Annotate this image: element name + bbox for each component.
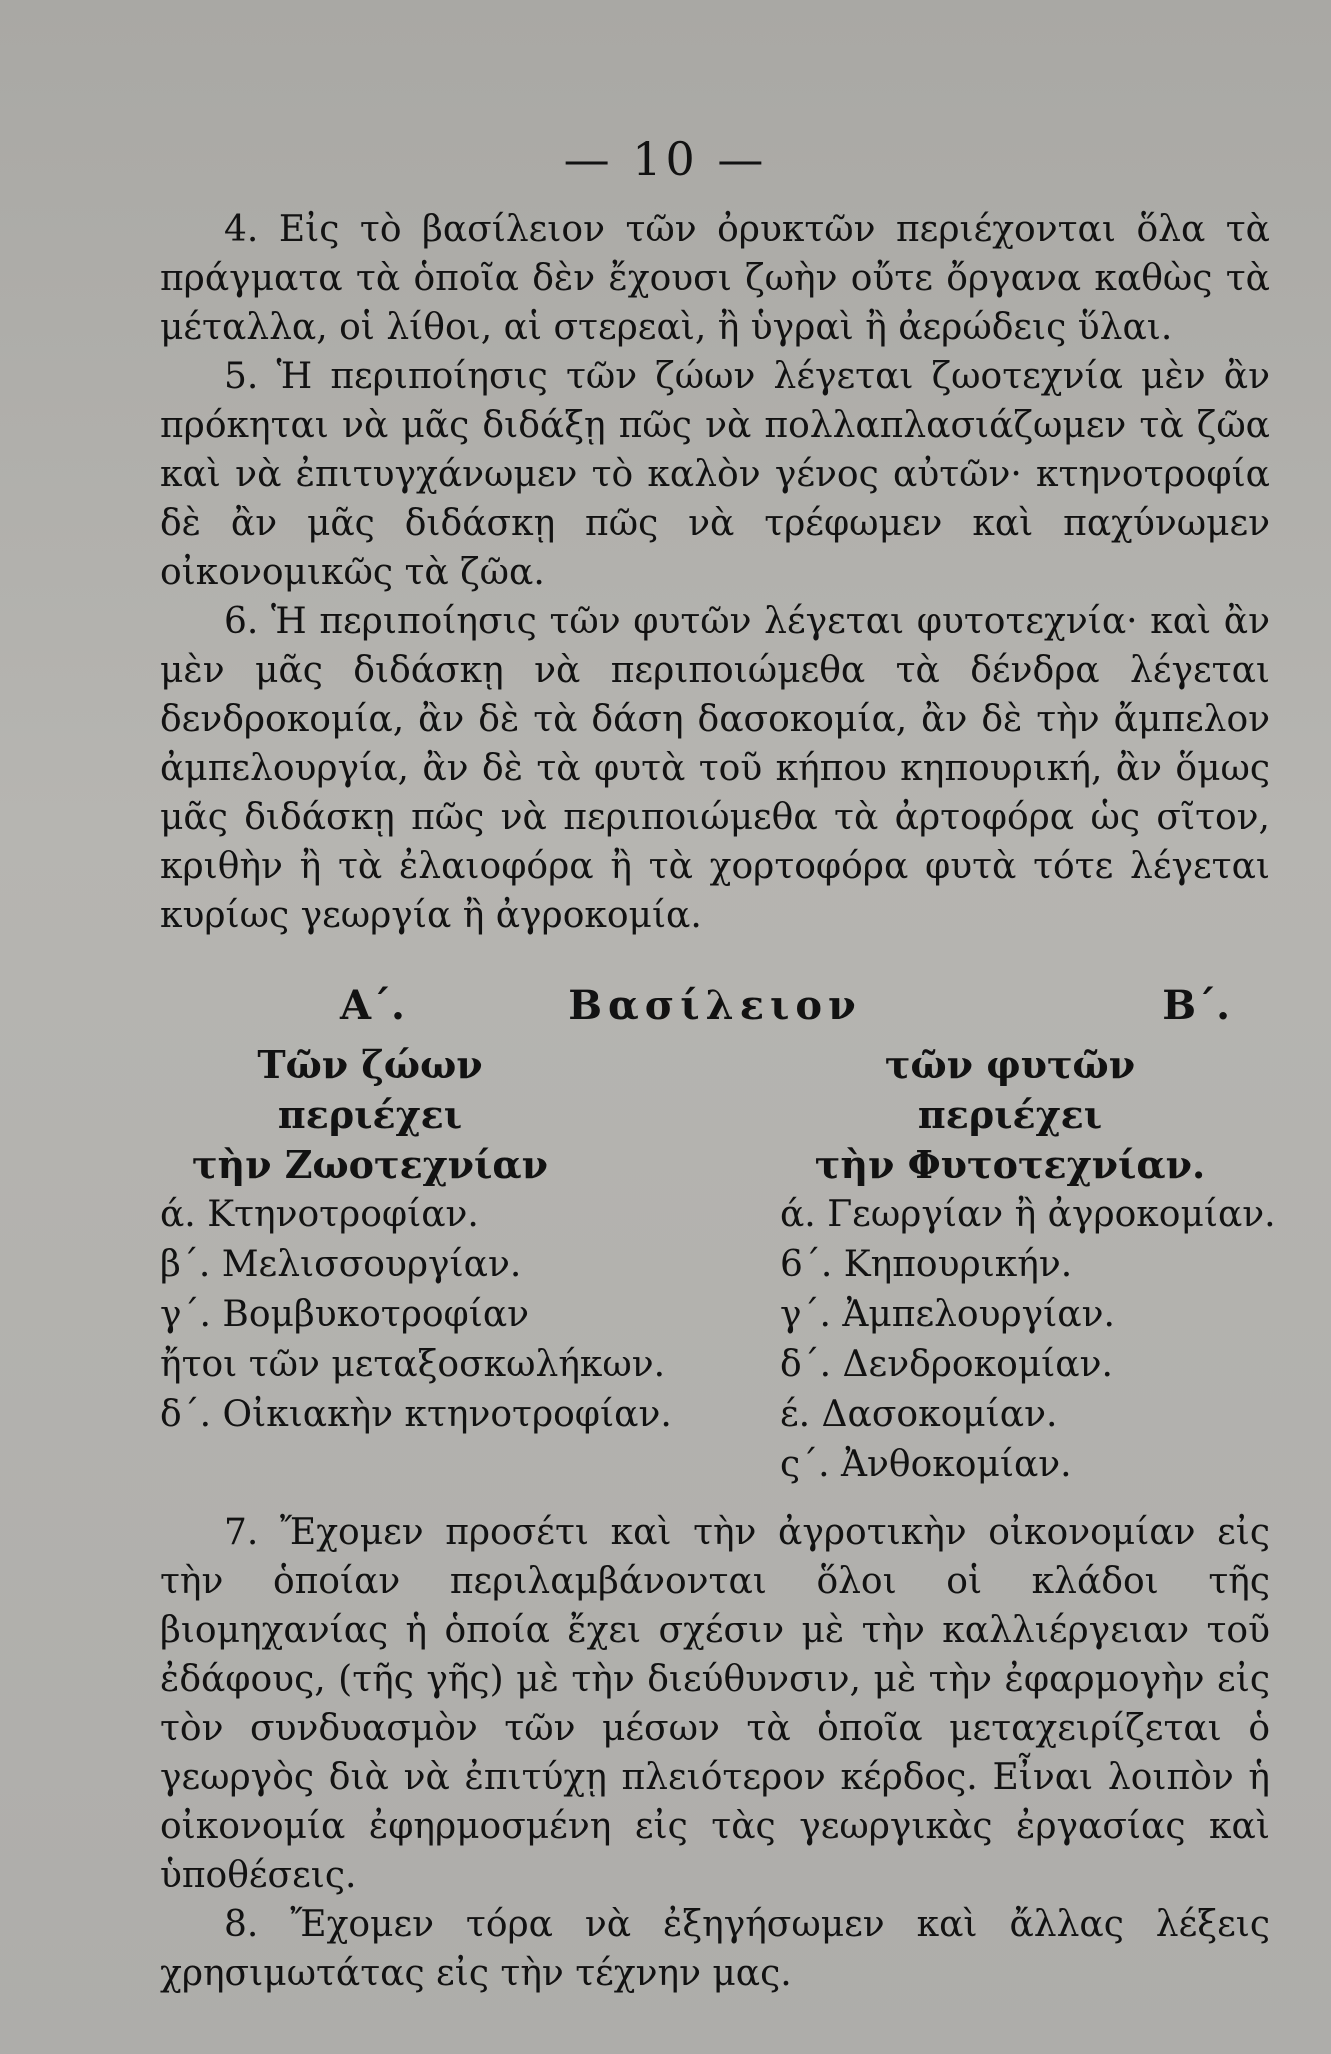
list-item: έ. Δασοκομίαν. — [780, 1394, 1058, 1435]
section-paragraphs-7-8 — [160, 1508, 1270, 1998]
page-number: — 10 — — [563, 132, 768, 186]
kingdom-heading-a: Α΄. — [340, 982, 405, 1029]
column-a-head-3: τὴν Ζωοτεχνίαν — [191, 1142, 549, 1187]
column-a-head-1: Τῶν ζώων — [257, 1042, 483, 1087]
list-item: ς΄. Ἀνθοκομίαν. — [780, 1444, 1072, 1485]
list-item: δ΄. Οἰκιακὴν κτηνοτροφίαν. — [160, 1394, 672, 1435]
paragraph-8: 8. Ἔχομεν τόρα νὰ ἐξηγήσωμεν καὶ ἄλλας λέξεις χρησιμωτάτας εἰς τὴν τέχνην μας. — [160, 1904, 1270, 1994]
list-item: 6΄. Κηπουρικήν. — [780, 1244, 1073, 1285]
section-paragraphs-4-6 — [160, 205, 1270, 940]
column-b-head-2: περιέχει — [917, 1092, 1103, 1137]
paragraph-5: 5. Ἡ περιποίησις τῶν ζώων λέγεται ζωοτεχνία μὲν ἂν πρόκηται νὰ μᾶς διδάξῃ πῶς νὰ πολλαπλασιάζωμεν τὰ ζῶα καὶ νὰ ἐπιτυγχάνωμεν τὸ καλὸν γένος αὐτῶν· κτηνοτροφία δὲ ἂν μᾶς διδάσκῃ πῶς νὰ τρέφωμεν καὶ παχύνωμεν οἰκονομικῶς τὰ ζῶα. — [160, 356, 1270, 593]
column-a-head-2: περιέχει — [277, 1092, 463, 1137]
column-animals — [160, 1040, 720, 1440]
column-plants — [780, 1040, 1300, 1490]
kingdom-heading-center: Βασίλειον — [568, 982, 862, 1029]
list-item: ἤτοι τῶν μεταξοσκωλήκων. — [160, 1344, 666, 1385]
paragraph-4: 4. Εἰς τὸ βασίλειον τῶν ὀρυκτῶν περιέχονται ὅλα τὰ πράγματα τὰ ὁποῖα δὲν ἔχουσι ζωὴν οὔτε ὄργανα καθὼς τὰ μέταλλα, οἱ λίθοι, αἱ στερεαὶ, ἢ ὑγραὶ ἢ ἀερώδεις ὕλαι. — [160, 209, 1270, 348]
list-item: ά. Κτηνοτροφίαν. — [160, 1194, 479, 1235]
list-item: γ΄. Βομβυκοτροφίαν — [160, 1294, 530, 1335]
kingdom-heading-b: Β΄. — [1162, 982, 1230, 1029]
kingdom-heading — [160, 982, 1270, 1032]
column-b-head-3: τὴν Φυτοτεχνίαν. — [814, 1142, 1206, 1187]
list-item: γ΄. Ἀμπελουργίαν. — [780, 1294, 1115, 1335]
list-item: β΄. Μελισσουργίαν. — [160, 1244, 522, 1285]
paragraph-7: 7. Ἔχομεν προσέτι καὶ τὴν ἀγροτικὴν οἰκονομίαν εἰς τὴν ὁποίαν περιλαμβάνονται ὅλοι οἱ κλάδοι τῆς βιομηχανίας ἡ ὁποία ἔχει σχέσιν μὲ τὴν καλλιέργειαν τοῦ ἐδάφους, (τῆς γῆς) μὲ τὴν διεύθυνσιν, μὲ τὴν ἐφαρμογὴν εἰς τὸν συνδυασμὸν τῶν μέσων τὰ ὁποῖα μεταχειρίζεται ὁ γεωργὸς διὰ νὰ ἐπιτύχῃ πλειότερον κέρδος. Εἶναι λοιπὸν ἡ οἰκονομία ἐφηρμοσμένη εἰς τὰς γεωργικὰς ἐργασίας καὶ ὑποθέσεις. — [160, 1512, 1270, 1896]
list-item: δ΄. Δενδροκομίαν. — [780, 1344, 1113, 1385]
column-b-head-1: τῶν φυτῶν — [884, 1042, 1136, 1087]
paragraph-6: 6. Ἡ περιποίησις τῶν φυτῶν λέγεται φυτοτεχνία· καὶ ἂν μὲν μᾶς διδάσκῃ νὰ περιποιώμεθα τὰ δένδρα λέγεται δενδροκομία, ἂν δὲ τὰ δάση δασοκομία, ἂν δὲ τὴν ἄμπελον ἀμπελουργία, ἂν δὲ τὰ φυτὰ τοῦ κήπου κηπουρική, ἂν ὅμως μᾶς διδάσκῃ πῶς νὰ περιποιώμεθα τὰ ἀρτοφόρα ὡς σῖτον, κριθὴν ἢ τὰ ἐλαιοφόρα ἢ τὰ χορτοφόρα φυτὰ τότε λέγεται κυρίως γεωργία ἢ ἀγροκομία. — [160, 601, 1270, 936]
list-item: ά. Γεωργίαν ἢ ἀγροκομίαν. — [780, 1194, 1276, 1235]
